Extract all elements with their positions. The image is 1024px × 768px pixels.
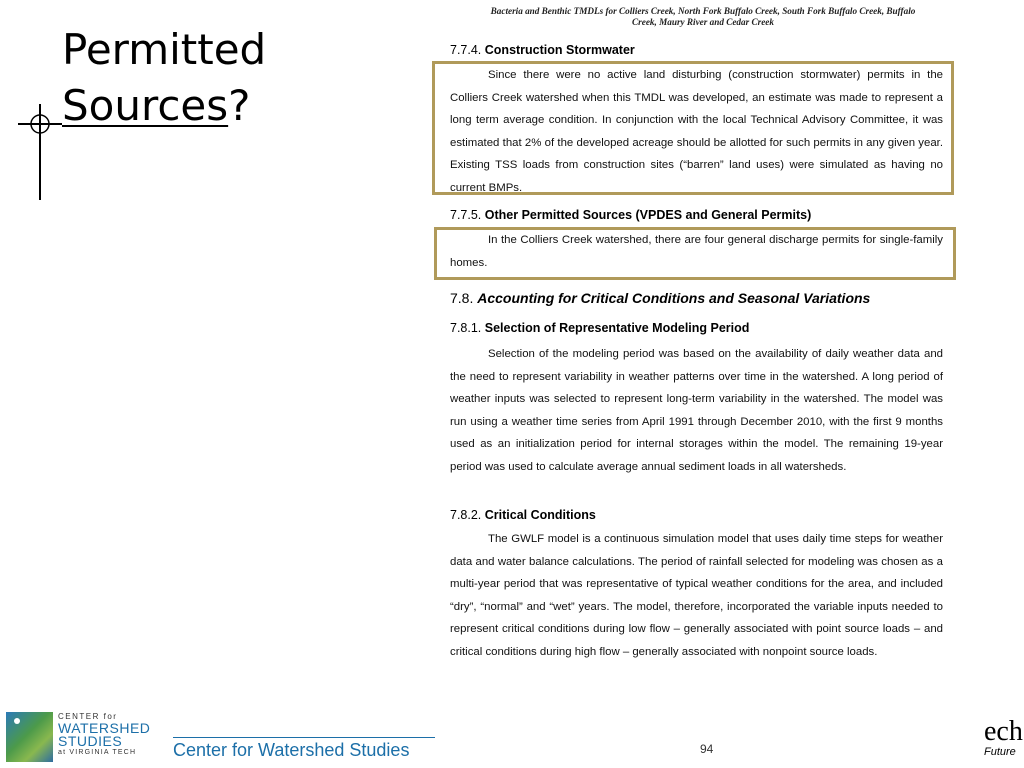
title-line-1: Permitted — [62, 25, 267, 74]
virginia-tech-logo-fragment: ech — [984, 716, 1023, 747]
crosshair-ornament — [18, 104, 62, 204]
section-heading-7-7-4: 7.7.4. Construction Stormwater — [450, 43, 635, 57]
page-number: 94 — [700, 742, 714, 756]
section-heading-7-8-1: 7.8.1. Selection of Representative Modeling Period — [450, 321, 750, 335]
header-line-2: Creek, Maury River and Cedar Creek — [632, 17, 774, 27]
section-heading-7-7-5: 7.7.5. Other Permitted Sources (VPDES and General Permits) — [450, 208, 812, 222]
title-underlined-word: Sources — [62, 81, 229, 130]
section-body-7-8-1: Selection of the modeling period was based on the availability of daily weather data and the need to represent variability in weather patterns over time in the watershed. A long period of weather inputs was selected to represent long-term variability in the watershed. The model was run using a weather time series from April 1991 through December 2010, with the first 9 months used as an initialization period for internal storages within the model. The remaining 19-year period was used to calculate average annual sediment loads in all watersheds. — [450, 348, 943, 473]
title-question-mark: ? — [228, 81, 251, 130]
title-line-2 — [62, 78, 392, 134]
section-body-7-7-4: Since there were no active land disturbing (construction stormwater) permits in the Colliers Creek watershed when this TMDL was developed, an estimate was made to represent a long term average condition. In conjunction with the local Technical Advisory Committee, it was estimated that 2% of the developed acreage should be allotted for such permits in any given year. Existing TSS loads from construction sites (“barren” land uses) were simulated as having no current BMPs. — [450, 69, 943, 194]
section-heading-7-8-2: 7.8.2. Critical Conditions — [450, 508, 596, 522]
header-line-1: Bacteria and Benthic TMDLs for Colliers Creek, North Fork Buffalo Creek, South Fork Buffalo Creek, Buffalo — [490, 6, 916, 16]
virginia-tech-tagline-fragment: Future — [984, 746, 1016, 758]
logo-text: CENTER for WATERSHED STUDIES at VIRGINIA TECH — [58, 712, 151, 756]
footer-center-text: Center for Watershed Studies — [173, 740, 410, 760]
slide-title — [62, 22, 392, 134]
section-body-7-8-2: The GWLF model is a continuous simulation model that uses daily time steps for weather data and water balance calculations. The period of rainfall selected for modeling was chosen as a multi-year period that was representative of typical weather conditions for the area, and included “dry”, “normal” and “wet” years. The model, therefore, incorporated the variable inputs needed to represent critical conditions during low flow – generally associated with point source loads – and critical conditions during high flow – generally associated with nonpoint source loads. — [450, 533, 943, 658]
document-page — [448, 0, 958, 690]
watershed-studies-logo — [6, 712, 156, 764]
footer-divider — [173, 737, 435, 738]
section-body-7-7-5: In the Colliers Creek watershed, there are four general discharge permits for single-family homes. — [450, 234, 943, 269]
document-running-header — [448, 6, 958, 28]
section-heading-7-8: 7.8. Accounting for Critical Conditions and Seasonal Variations — [450, 290, 871, 306]
logo-map-icon — [6, 712, 53, 762]
